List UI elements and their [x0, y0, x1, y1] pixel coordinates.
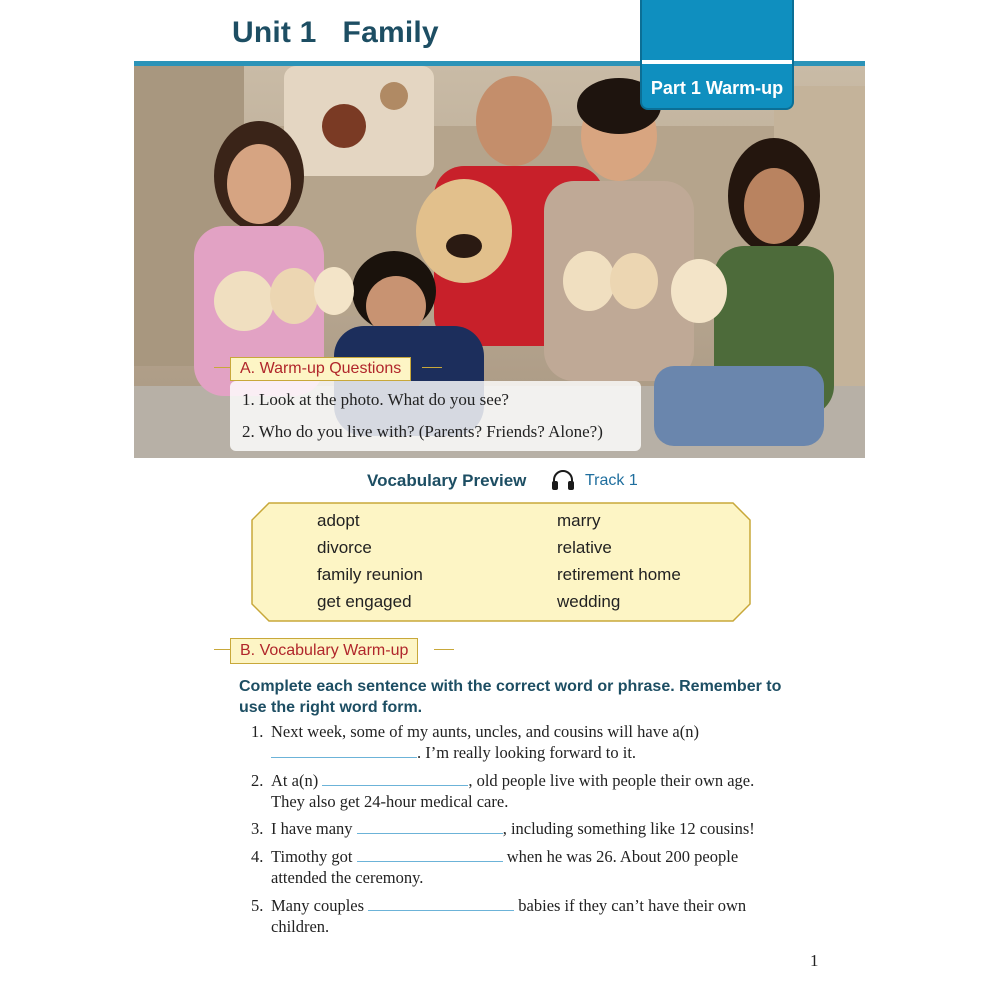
vocab-word: relative	[557, 538, 612, 557]
vocabulary-box	[251, 502, 751, 622]
exercise-number: 3.	[251, 819, 264, 838]
exercise-text: attended the ceremony.	[271, 868, 424, 887]
exercise-text: , including something like 12 cousins!	[502, 819, 755, 838]
exercise-number: 1.	[251, 722, 264, 741]
exercise-number: 2.	[251, 771, 264, 790]
exercise-number: 5.	[251, 896, 264, 915]
part-label: Part 1 Warm-up	[650, 78, 784, 98]
answer-blank[interactable]	[322, 771, 468, 786]
part-tab	[640, 0, 794, 110]
exercise-item	[251, 770, 754, 812]
exercise-text: Next week, some of my aunts, uncles, and cousins will have a(n)	[271, 722, 699, 741]
section-a-label: A. Warm-up Questions	[230, 357, 411, 381]
exercise-item	[251, 846, 738, 888]
vocabulary-preview-heading: Vocabulary Preview	[367, 471, 527, 490]
unit-number: Unit 1	[232, 16, 317, 49]
answer-blank[interactable]	[368, 896, 514, 911]
vocab-word: marry	[557, 511, 601, 530]
warmup-question: 1. Look at the photo. What do you see?	[242, 390, 509, 409]
unit-name: Family	[342, 16, 439, 49]
tag-rule-right	[434, 649, 454, 650]
section-b-label: B. Vocabulary Warm-up	[230, 638, 418, 664]
part-tab-divider	[642, 60, 792, 64]
answer-blank[interactable]	[357, 847, 503, 862]
exercise-item	[251, 721, 699, 763]
exercise-text: Timothy got	[271, 847, 353, 866]
vocab-word: get engaged	[317, 592, 412, 611]
vocab-word: wedding	[557, 592, 621, 611]
exercise-number: 4.	[251, 847, 264, 866]
page-number: 1	[810, 951, 819, 970]
warmup-question: 2. Who do you live with? (Parents? Friends? Alone?)	[242, 422, 603, 441]
vocab-word: family reunion	[317, 565, 423, 584]
exercise-text: Many couples	[271, 896, 365, 915]
track-label[interactable]: Track 1	[585, 472, 638, 489]
exercise-text: babies if they can’t have their own	[514, 896, 747, 915]
answer-blank[interactable]	[271, 743, 417, 758]
exercise-text: At a(n)	[271, 771, 319, 790]
exercise-text: They also get 24-hour medical care.	[271, 792, 509, 811]
warmup-questions-box	[230, 381, 641, 451]
vocab-word: adopt	[317, 511, 360, 530]
exercise-text: I have many	[271, 819, 353, 838]
instruction-text: Complete each sentence with the correct word or phrase. Remember to use the right word form.	[239, 678, 782, 716]
page-title	[232, 16, 439, 50]
headphones-icon[interactable]	[551, 470, 575, 490]
exercise-text: children.	[271, 917, 330, 936]
tag-rule-right	[422, 367, 442, 368]
exercise-text: when he was 26. About 200 people	[502, 847, 739, 866]
exercise-text: , old people live with people their own age.	[468, 771, 755, 790]
exercise-item	[251, 818, 755, 839]
vocab-word: divorce	[317, 538, 372, 557]
answer-blank[interactable]	[357, 819, 503, 834]
vocab-word: retirement home	[557, 565, 681, 584]
exercise-item	[251, 895, 746, 937]
exercise-text: . I’m really looking forward to it.	[417, 743, 637, 762]
